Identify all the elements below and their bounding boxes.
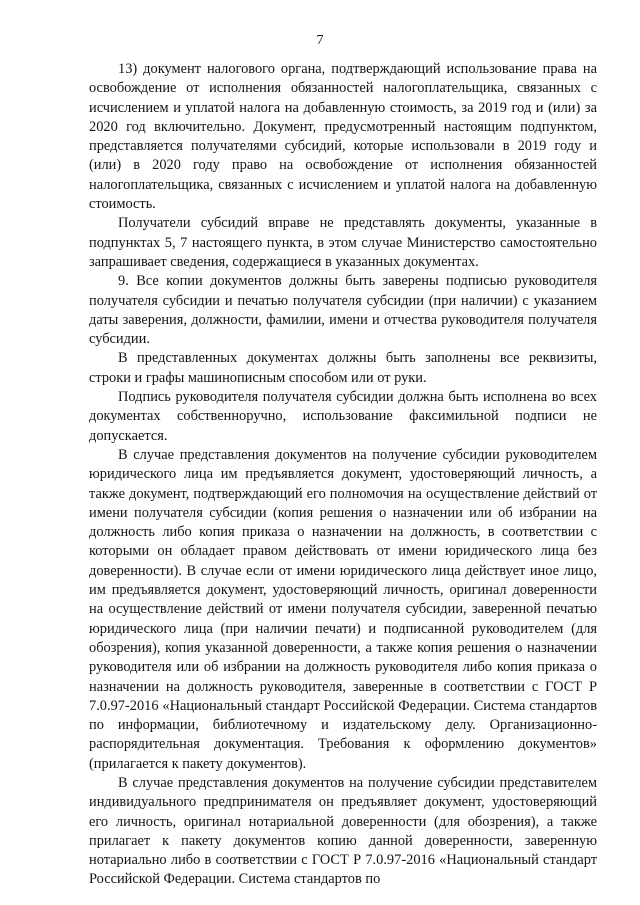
paragraph-optional-documents: Получатели субсидий вправе не представлять документы, указанные в подпунктах 5, 7 настоящего пункта, в этом случае Министерство самостоятельно запрашивает сведения, содержащиеся в указанных документах. [89,215,597,270]
paragraph-item-9: 9. Все копии документов должны быть заверены подписью руководителя получателя субсидии и печатью получателя субсидии (при наличии) с указанием даты заверения, должности, фамилии, имени и отчества руководителя получателя субсидии. [89,273,597,348]
paragraph-individual-entrepreneur: В случае представления документов на получение субсидии представителем индивидуального предпринимателя он предъявляет документ, удостоверяющий его личность, оригинал нотариальной доверенности (для обозрения), а также прилагает к пакету документов копию данной доверенности, заверенную нотариально либо в соответствии с ГОСТ Р 7.0.97-2016 «Национальный стандарт Российской Федерации. Система стандартов по [89,774,597,888]
document-body [89,60,597,890]
paragraph-subitem-13: 13) документ налогового органа, подтверждающий использование права на освобождение от исполнения обязанностей налогоплательщика, связанных с исчислением и уплатой налога на добавленную стоимость, за 2019 год и (или) за 2020 год включительно. Документ, предусмотренный настоящим подпунктом, представляется получателями субсидий, которые использовали в 2019 году и (или) в 2020 году право на освобождение от исполнения обязанностей налогоплательщика, связанных с исчислением и уплатой налога на добавленную стоимость. [89,61,597,213]
paragraph-signature: Подпись руководителя получателя субсидии должна быть исполнена во всех документах собственноручно, использование факсимильной подписи не допускается. [89,389,597,444]
page-number: 7 [316,33,324,48]
paragraph-legal-entity: В случае представления документов на получение субсидии руководителем юридического лица им предъявляется документ, удостоверяющий личность, а также документ, подтверждающий его полномочия на осуществление действий от имени получателя субсидии (копия решения о назначении или об избрании на должность либо копия приказа о назначении на должность, в соответствии с которыми он обладает правом действовать от имени юридического лица без доверенности). В случае если от имени юридического лица действует иное лицо, им предъявляется документ, удостоверяющий личность, оригинал доверенности на осуществление действий от имени получателя субсидии, заверенной печатью юридического лица (при наличии печати) и подписанной руководителем (для обозрения), копия указанной доверенности, а также копия решения о назначении руководителя или об избрании на должность руководителя либо копия приказа о назначении на должность руководителя, заверенные в соответствии с ГОСТ Р 7.0.97-2016 «Национальный стандарт Российской Федерации. Система стандартов по информации, библиотечному и издательскому делу. Организационно-распорядительная документация. Требования к оформлению документов» (прилагается к пакету документов). [89,446,597,772]
paragraph-requisites: В представленных документах должны быть заполнены все реквизиты, строки и графы машинописным способом или от руки. [89,350,597,386]
